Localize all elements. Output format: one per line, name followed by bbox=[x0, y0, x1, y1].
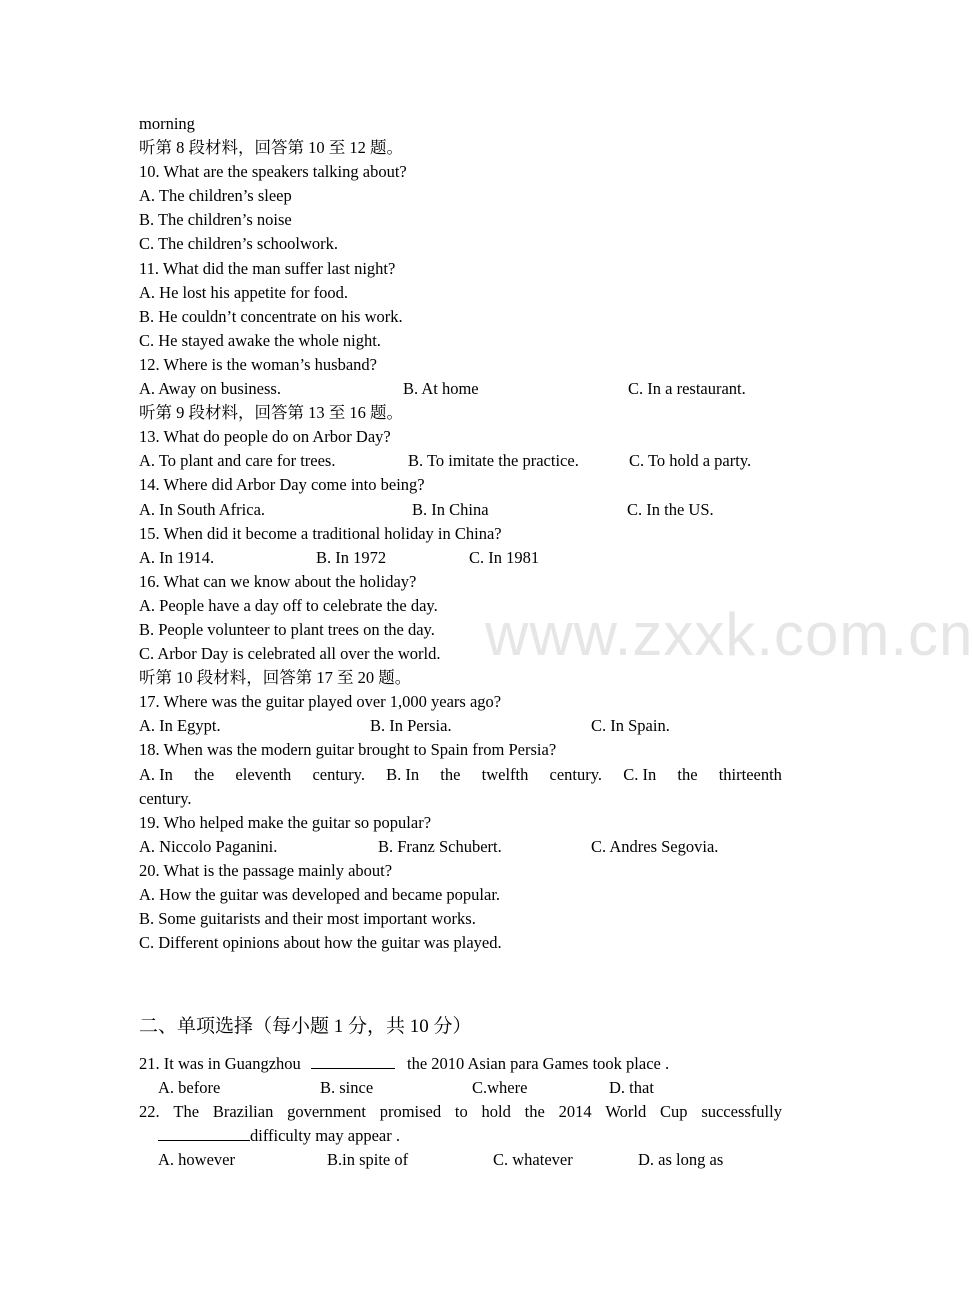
question-22-stem bbox=[139, 1100, 782, 1124]
q22-option-c: C. whatever bbox=[493, 1150, 573, 1170]
listening-line: A. How the guitar was developed and became popular. bbox=[139, 885, 501, 904]
listening-line: 11. What did the man suffer last night? bbox=[139, 258, 396, 278]
q21-stem-after: the 2010 Asian para Games took place . bbox=[407, 1054, 670, 1073]
q21-blank bbox=[311, 1052, 395, 1069]
option-c: C. In 1981 bbox=[469, 547, 540, 567]
q22-stem-word: hold bbox=[481, 1102, 511, 1122]
option-c: C. In a restaurant. bbox=[628, 379, 746, 399]
q22-stem-word: 22. bbox=[139, 1102, 160, 1122]
option-word: thirteenth bbox=[718, 764, 782, 784]
q22-blank bbox=[158, 1124, 250, 1141]
option-a: A. Away on business. bbox=[139, 379, 281, 399]
q21-option-c: C.where bbox=[472, 1078, 528, 1098]
q22-stem-word: 2014 bbox=[558, 1102, 592, 1122]
option-c: C. To hold a party. bbox=[629, 451, 752, 471]
listening-line: C. Different opinions about how the guitar was played. bbox=[139, 933, 502, 953]
q22-stem-word: to bbox=[454, 1102, 468, 1122]
option-word: A. In bbox=[139, 764, 173, 784]
option-a: A. In South Africa. bbox=[139, 499, 266, 519]
option-c: C. In the US. bbox=[627, 499, 714, 519]
listening-section bbox=[139, 112, 782, 955]
q21-option-a: A. before bbox=[158, 1078, 221, 1098]
listening-line: C. Arbor Day is celebrated all over the world. bbox=[139, 644, 441, 664]
option-a: A. Niccolo Paganini. bbox=[139, 836, 278, 856]
listening-line: B. The children’s noise bbox=[139, 210, 292, 230]
listening-line: 20. What is the passage mainly about? bbox=[139, 860, 393, 880]
q22-stem-word: promised bbox=[379, 1102, 442, 1122]
q22-stem-word: Brazilian bbox=[212, 1102, 274, 1122]
listening-options bbox=[139, 498, 782, 522]
q22-option-d: D. as long as bbox=[638, 1150, 724, 1170]
option-word: the bbox=[194, 764, 215, 784]
listening-line: morning bbox=[139, 114, 195, 133]
option-b: B. In Persia. bbox=[370, 716, 452, 736]
option-word: twelfth bbox=[481, 764, 529, 784]
option-word: B. In bbox=[386, 764, 420, 784]
listening-options bbox=[139, 835, 782, 859]
listening-line: 12. Where is the woman’s husband? bbox=[139, 354, 377, 374]
listening-options bbox=[139, 546, 782, 570]
question-21-stem bbox=[139, 1052, 782, 1076]
listening-line: 10. What are the speakers talking about? bbox=[139, 162, 407, 182]
single-choice-section bbox=[139, 1052, 782, 1172]
listening-line: 17. Where was the guitar played over 1,000 years ago? bbox=[139, 692, 502, 712]
listening-line: B. He couldn’t concentrate on his work. bbox=[139, 306, 403, 326]
listening-line: C. The children’s schoolwork. bbox=[139, 234, 339, 254]
q22-stem-word: World bbox=[605, 1102, 647, 1122]
listening-line: B. People volunteer to plant trees on the day. bbox=[139, 619, 435, 639]
option-word: century. bbox=[312, 764, 365, 784]
listening-line: C. He stayed awake the whole night. bbox=[139, 330, 381, 350]
listening-options bbox=[139, 377, 782, 401]
listening-line: A. People have a day off to celebrate the day. bbox=[139, 595, 438, 615]
option-a: A. In Egypt. bbox=[139, 716, 221, 736]
listening-line: 19. Who helped make the guitar so popular? bbox=[139, 812, 432, 832]
listening-line: A. The children’s sleep bbox=[139, 186, 292, 206]
option-a: A. In 1914. bbox=[139, 547, 215, 567]
listening-line: 18. When was the modern guitar brought to Spain from Persia? bbox=[139, 740, 557, 760]
q22-stem-cont-text: difficulty may appear . bbox=[250, 1126, 400, 1146]
watermark: www.zxxk.com.cn bbox=[485, 601, 973, 668]
listening-line: century. bbox=[139, 788, 192, 808]
listening-line: 听第 10 段材料，回答第 17 至 20 题。 bbox=[139, 668, 412, 688]
q22-option-b: B.in spite of bbox=[327, 1150, 409, 1170]
option-b: B. In China bbox=[412, 499, 489, 519]
listening-options bbox=[139, 449, 782, 473]
listening-line: 14. Where did Arbor Day come into being? bbox=[139, 475, 425, 495]
option-word: the bbox=[677, 764, 698, 784]
option-a: A. To plant and care for trees. bbox=[139, 451, 336, 471]
option-word: C. In bbox=[623, 764, 657, 784]
question-21-options bbox=[139, 1076, 782, 1100]
listening-line: 听第 8 段材料，回答第 10 至 12 题。 bbox=[139, 138, 403, 158]
q22-stem-word: The bbox=[173, 1102, 200, 1122]
q21-option-b: B. since bbox=[320, 1078, 374, 1098]
option-word: eleventh bbox=[235, 764, 292, 784]
option-c: C. Andres Segovia. bbox=[591, 836, 719, 856]
option-b: B. At home bbox=[403, 379, 479, 399]
option-c: C. In Spain. bbox=[591, 716, 670, 736]
q22-stem-word: the bbox=[524, 1102, 545, 1122]
option-word: the bbox=[440, 764, 461, 784]
section-2-title: 二、单项选择（每小题 1 分，共 10 分） bbox=[139, 1016, 472, 1037]
listening-line: 听第 9 段材料，回答第 13 至 16 题。 bbox=[139, 403, 403, 423]
listening-options bbox=[139, 714, 782, 738]
option-b: B. To imitate the practice. bbox=[408, 451, 579, 471]
q22-stem-word: Cup bbox=[660, 1102, 688, 1122]
q22-stem-word: successfully bbox=[701, 1102, 782, 1122]
listening-line: 13. What do people do on Arbor Day? bbox=[139, 427, 391, 447]
question-22-options bbox=[139, 1148, 782, 1172]
q21-stem-before: 21. It was in Guangzhou bbox=[139, 1054, 301, 1073]
question-22-stem-cont bbox=[139, 1124, 782, 1148]
listening-line: 16. What can we know about the holiday? bbox=[139, 571, 417, 591]
option-b: B. In 1972 bbox=[316, 547, 387, 567]
q21-option-d: D. that bbox=[609, 1078, 654, 1098]
q22-option-a: A. however bbox=[158, 1150, 235, 1170]
listening-line: 15. When did it become a traditional holiday in China? bbox=[139, 523, 502, 543]
listening-line: A. He lost his appetite for food. bbox=[139, 282, 348, 302]
option-word: century. bbox=[549, 764, 603, 784]
q22-stem-word: government bbox=[287, 1102, 366, 1122]
option-b: B. Franz Schubert. bbox=[378, 836, 502, 856]
listening-line: B. Some guitarists and their most important works. bbox=[139, 909, 476, 929]
listening-options-justified bbox=[139, 763, 782, 787]
